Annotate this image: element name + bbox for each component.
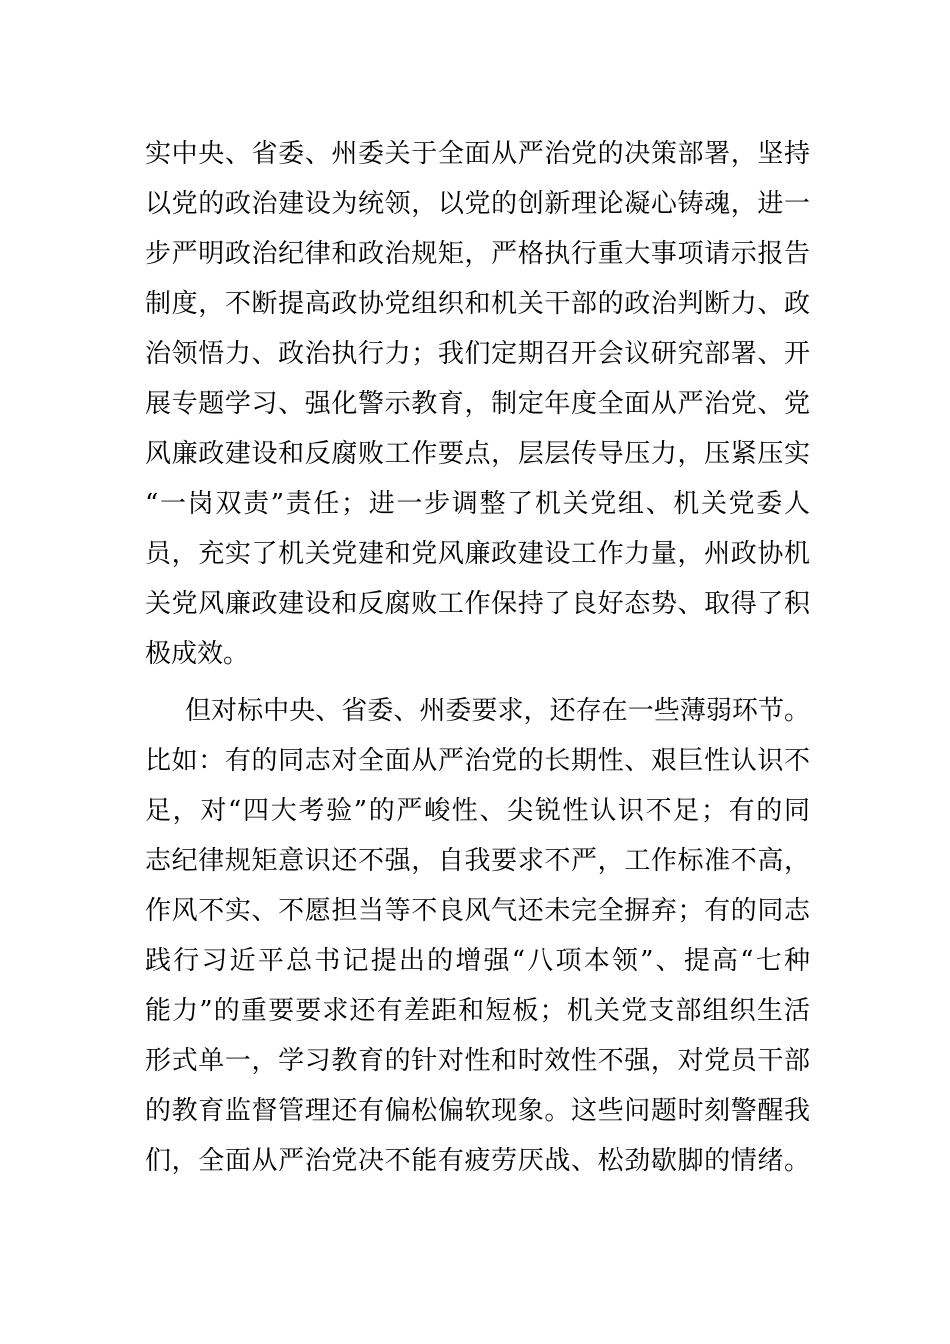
- paragraph-2-line-5: 作风不实、不愿担当等不良风气还未完全摒弃；有的同志: [145, 896, 810, 926]
- paragraph-2-line-9: 的教育监督管理还有偏松偏软现象。这些问题时刻警醒我: [145, 1096, 810, 1126]
- paragraph-2-line-3: 足，对“四大考验”的严峻性、尖锐性认识不足；有的同: [145, 796, 810, 826]
- paragraph-2-line-10: 们，全面从严治党决不能有疲劳厌战、松劲歇脚的情绪。: [145, 1146, 810, 1176]
- paragraph-1-line-3: 步严明政治纪律和政治规矩，严格执行重大事项请示报告: [145, 239, 810, 269]
- paragraph-2-line-2: 比如：有的同志对全面从严治党的长期性、艰巨性认识不: [145, 746, 810, 776]
- paragraph-2-line-1: 但对标中央、省委、州委要求，还存在一些薄弱环节。: [185, 696, 810, 726]
- paragraph-1-line-9: 员，充实了机关党建和党风廉政建设工作力量，州政协机: [145, 539, 810, 569]
- paragraph-2-line-8: 形式单一，学习教育的针对性和时效性不强，对党员干部: [145, 1046, 810, 1076]
- paragraph-2-line-6: 践行习近平总书记提出的增强“八项本领”、提高“七种: [145, 946, 810, 976]
- paragraph-1-line-10: 关党风廉政建设和反腐败工作保持了良好态势、取得了积: [145, 589, 810, 619]
- paragraph-1-line-8: “一岗双责”责任；进一步调整了机关党组、机关党委人: [145, 489, 810, 519]
- paragraph-1-line-4: 制度，不断提高政协党组织和机关干部的政治判断力、政: [145, 289, 810, 319]
- paragraph-1-line-7: 风廉政建设和反腐败工作要点，层层传导压力，压紧压实: [145, 439, 810, 469]
- paragraph-1-line-11: 极成效。: [145, 639, 250, 669]
- paragraph-1-line-1: 实中央、省委、州委关于全面从严治党的决策部署，坚持: [145, 139, 810, 169]
- paragraph-1-line-6: 展专题学习、强化警示教育，制定年度全面从严治党、党: [145, 389, 810, 419]
- paragraph-2-line-4: 志纪律规矩意识还不强，自我要求不严，工作标准不高，: [145, 846, 810, 876]
- paragraph-1-line-2: 以党的政治建设为统领，以党的创新理论凝心铸魂，进一: [145, 189, 810, 219]
- paragraph-1-line-5: 治领悟力、政治执行力；我们定期召开会议研究部署、开: [145, 339, 810, 369]
- paragraph-2-line-7: 能力”的重要要求还有差距和短板；机关党支部组织生活: [145, 996, 810, 1026]
